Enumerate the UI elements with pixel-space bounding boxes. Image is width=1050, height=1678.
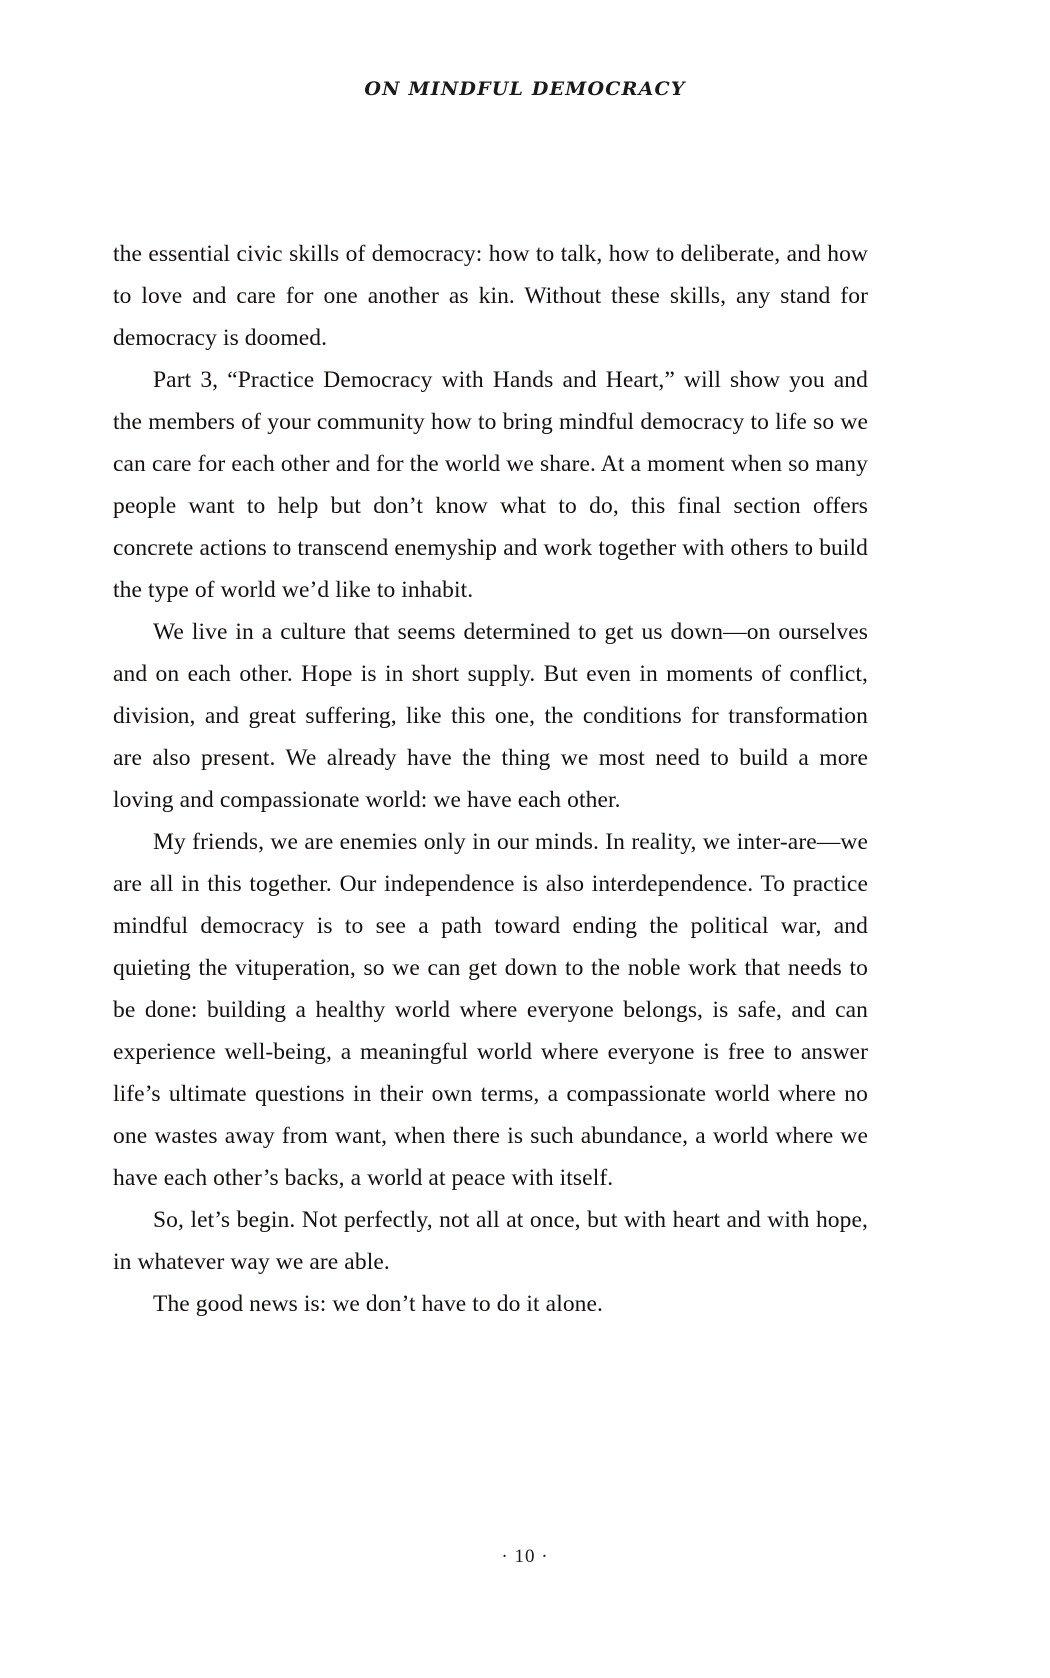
body-text-block [113, 233, 868, 1325]
paragraph-good-news: The good news is: we don’t have to do it alone. [153, 1291, 604, 1317]
paragraph-continued: the essential civic skills of democracy: how to talk, how to deliberate, and how to love and care for one another as kin. Without these skills, any stand for democracy is doomed. [113, 241, 868, 351]
book-page [0, 78, 1050, 1678]
running-head: ON MINDFUL DEMOCRACY [364, 78, 686, 100]
paragraph-inter-are: My friends, we are enemies only in our minds. In reality, we inter-are—we are all in this together. Our independence is also interdependence. To practice mindful democracy is to see a path toward ending the political war, and quieting the vituperation, so we can get down to the noble work that needs to be done: building a healthy world where everyone belongs, is safe, and can experience well-being, a meaningful world where everyone is free to answer life’s ultimate questions in their own terms, a compassionate world where no one wastes away from want, when there is such abundance, a world where we have each other’s backs, a world at peace with itself. [113, 829, 868, 1191]
paragraph-lets-begin: So, let’s begin. Not perfectly, not all at once, but with heart and with hope, in whatever way we are able. [113, 1207, 868, 1275]
page-number: · 10 · [501, 1546, 549, 1567]
paragraph-culture: We live in a culture that seems determined to get us down—on ourselves and on each other. Hope is in short supply. But even in moments of conflict, division, and great suffering, like this one, the conditions for transformation are also present. We already have the thing we most need to build a more loving and compassionate world: we have each other. [113, 619, 868, 813]
paragraph-part-three: Part 3, “Practice Democracy with Hands and Heart,” will show you and the members of your community how to bring mindful democracy to life so we can care for each other and for the world we share. At a moment when so many people want to help but don’t know what to do, this final section offers concrete actions to transcend enemyship and work together with others to build the type of world we’d like to inhabit. [113, 367, 868, 603]
